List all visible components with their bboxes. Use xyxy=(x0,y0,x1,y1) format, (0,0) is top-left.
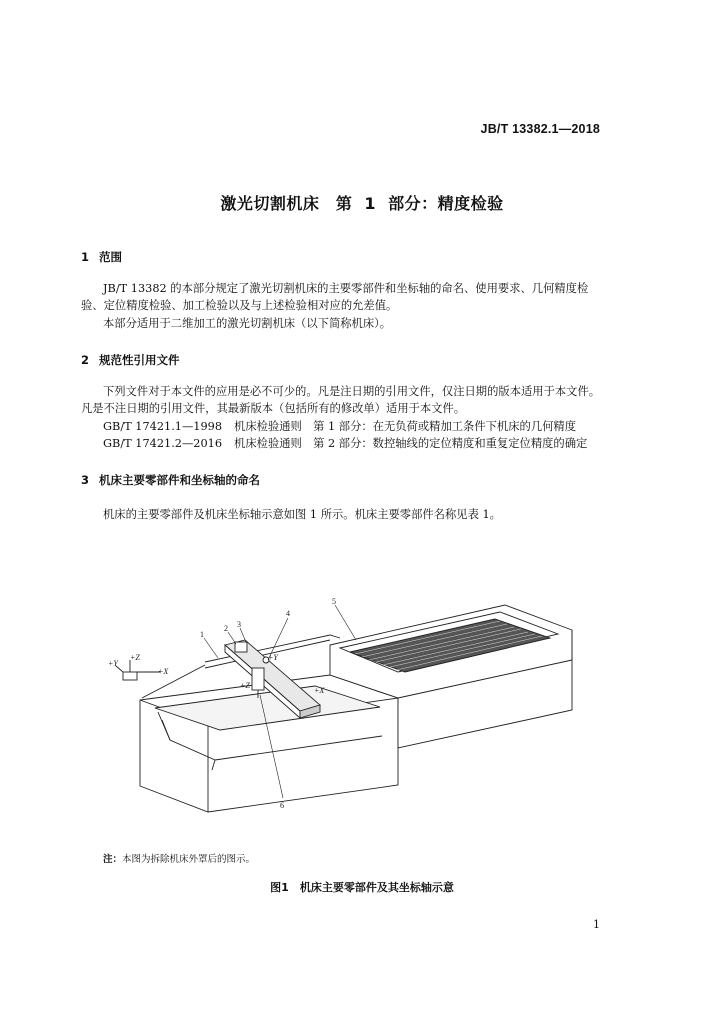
axis-label-head-plus-y: +Y xyxy=(268,653,278,662)
section-2-paragraph-1: 下列文件对于本文件的应用是必不可少的。凡是注日期的引用文件，仅注日期的版本适用于本文件。凡是不注日期的引用文件，其最新版本（包括所有的修改单）适用于本文件。 xyxy=(81,385,601,415)
reference-title: 机床检验通则 第 2 部分：数控轴线的定位精度和重复定位精度的确定 xyxy=(234,437,588,450)
section-1-paragraph-1: JB/T 13382 的本部分规定了激光切割机床的主要零部件和坐标轴的命名、使用要求、几何精度检验、定位精度检验、加工检验以及与上述检验相对应的允差值。 xyxy=(81,282,589,312)
axis-label-head-plus-z: +Z xyxy=(240,681,250,690)
axis-label-gantry-plus-x: +X xyxy=(314,686,325,695)
section-number: 3 xyxy=(81,473,90,487)
note-text: 本图为拆除机床外罩后的图示。 xyxy=(122,854,256,865)
section-title: 规范性引用文件 xyxy=(99,353,180,367)
section-number: 1 xyxy=(81,250,90,264)
reference-item xyxy=(103,435,587,451)
section-title: 机床主要零部件和坐标轴的命名 xyxy=(99,473,260,487)
reference-title: 机床检验通则 第 1 部分：在无负荷或精加工条件下机床的几何精度 xyxy=(234,420,577,433)
section-3-paragraph-1: 机床的主要零部件及机床坐标轴示意如图 1 所示。机床主要零部件名称见表 1。 xyxy=(103,508,501,521)
section-1-heading xyxy=(81,249,122,265)
laser-cutting-machine-figure xyxy=(100,590,600,820)
section-1-paragraph-2: 本部分适用于二维加工的激光切割机床（以下简称机床）。 xyxy=(103,317,392,330)
reference-code: GB/T 17421.1—1998 xyxy=(103,420,223,433)
section-3-heading xyxy=(81,472,260,488)
callout-2: 2 xyxy=(224,624,228,633)
machine-bed xyxy=(140,675,398,812)
reference-code: GB/T 17421.2—2016 xyxy=(103,437,223,450)
axis-label-plus-x: +X xyxy=(158,667,169,676)
figure-note xyxy=(103,851,255,865)
axis-indicator-left xyxy=(116,660,160,680)
page-number: 1 xyxy=(593,918,600,931)
callout-6: 6 xyxy=(280,801,284,810)
axis-label-plus-y: +Y xyxy=(108,659,118,668)
section-title: 范围 xyxy=(99,250,122,264)
note-label: 注： xyxy=(103,854,123,865)
callout-4: 4 xyxy=(286,609,290,618)
callout-3: 3 xyxy=(237,620,241,629)
callout-1: 1 xyxy=(200,630,204,639)
section-2-heading xyxy=(81,352,180,368)
standard-code: JB/T 13382.1—2018 xyxy=(480,122,600,136)
section-number: 2 xyxy=(81,353,90,367)
figure-caption: 图1 机床主要零部件及其坐标轴示意 xyxy=(270,881,454,894)
reference-item xyxy=(103,418,576,434)
document-title: 激光切割机床 第 1 部分：精度检验 xyxy=(220,194,504,213)
callout-5: 5 xyxy=(332,597,336,606)
axis-label-plus-z: +Z xyxy=(130,653,140,662)
